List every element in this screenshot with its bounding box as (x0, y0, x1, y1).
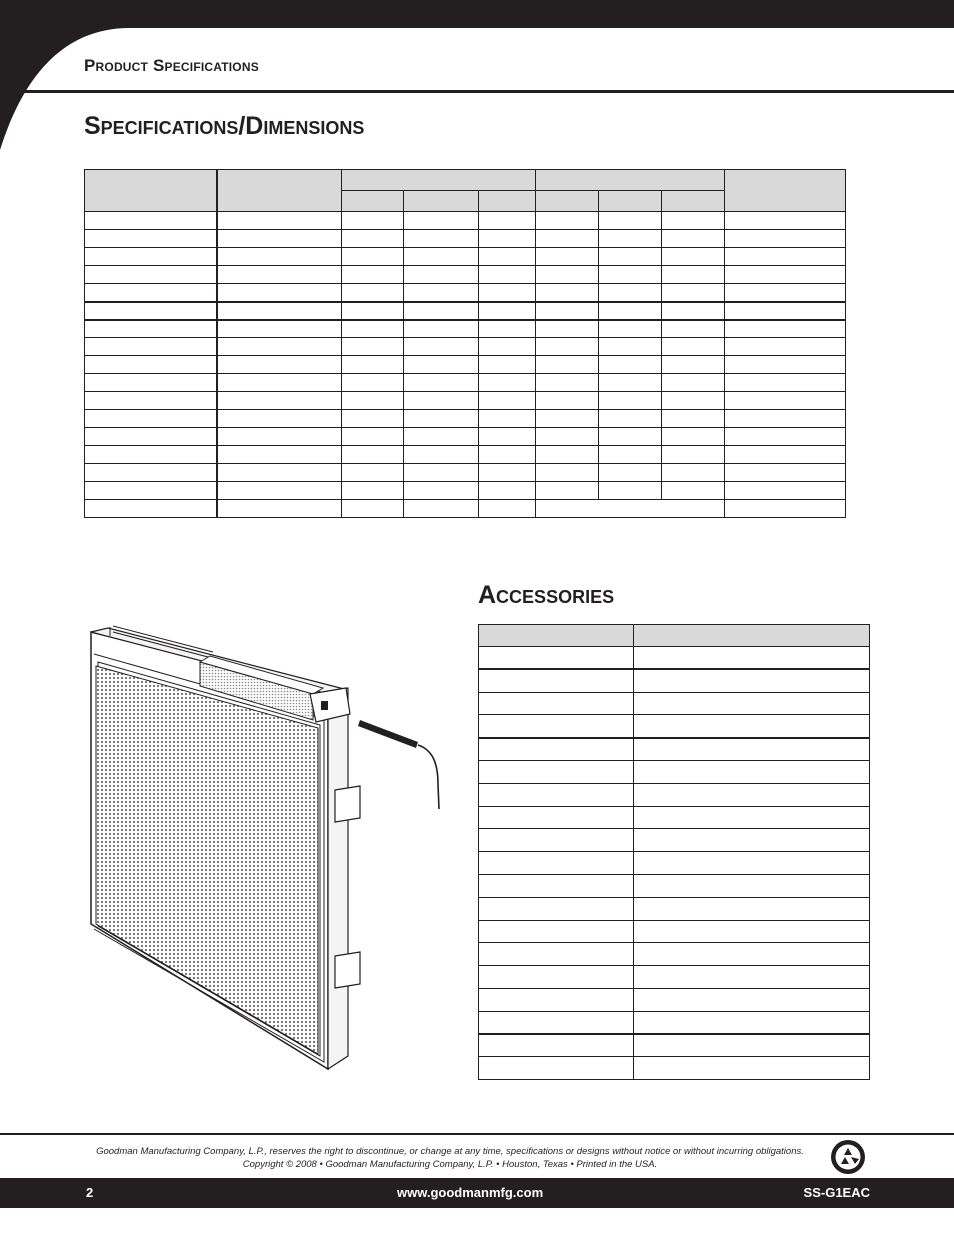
accessories-table-row (479, 760, 870, 783)
specs-table-cell (536, 230, 599, 248)
specs-table-cell (85, 248, 218, 266)
accessories-table-row (479, 715, 870, 738)
accessories-table-cell (479, 692, 634, 715)
specs-table-cell (341, 410, 403, 428)
accessories-table-cell (633, 829, 869, 852)
specs-table-cell (599, 428, 662, 446)
accessories-table-cell (479, 1057, 634, 1080)
specs-table-cell (725, 284, 846, 302)
specs-table-cell (536, 410, 599, 428)
accessories-table-cell (479, 760, 634, 783)
specs-table-cell (217, 230, 341, 248)
specs-table-cell (341, 392, 403, 410)
specs-table-cell (536, 428, 599, 446)
specs-table-cell (85, 410, 218, 428)
accessories-table-cell (633, 1034, 869, 1057)
specs-table-row (85, 248, 846, 266)
specs-table-cell (85, 374, 218, 392)
specs-table-cell (599, 230, 662, 248)
specs-table-cell (403, 410, 479, 428)
specs-table-cell (403, 266, 479, 284)
specs-table-cell (479, 482, 536, 500)
specs-table-cell (662, 338, 725, 356)
accessories-table-row (479, 647, 870, 670)
specs-table-cell (662, 392, 725, 410)
specs-subheader-cell (341, 191, 403, 212)
specs-table-cell (85, 392, 218, 410)
air-cleaner-illustration-icon (88, 624, 448, 1074)
specs-table-cell (599, 320, 662, 338)
accessories-table-cell (633, 1057, 869, 1080)
accessories-table-row (479, 874, 870, 897)
specs-table-cell (403, 392, 479, 410)
specs-table-row (85, 230, 846, 248)
specs-table-cell (85, 338, 218, 356)
specs-table-cell (403, 482, 479, 500)
footer-disclaimer (0, 1145, 900, 1171)
accessories-table (478, 624, 870, 1080)
accessories-table-cell (633, 669, 869, 692)
specs-table-cell (341, 338, 403, 356)
specs-table-cell (403, 248, 479, 266)
specs-table-cell (341, 212, 403, 230)
specs-table-row (85, 356, 846, 374)
accessories-table-row (479, 806, 870, 829)
specs-header-row (85, 170, 846, 191)
specs-table-cell (217, 464, 341, 482)
specs-table-cell (217, 392, 341, 410)
specs-table-cell (725, 248, 846, 266)
disclaimer-line: Copyright © 2008 • Goodman Manufacturing Company, L.P. • Houston, Texas • Printed in the USA. (242, 1159, 658, 1170)
disclaimer-line: Goodman Manufacturing Company, L.P., reserves the right to discontinue, or change at any time, specifications or designs without notice or without incurring obligations. (96, 1146, 804, 1157)
accessories-header-cell (479, 625, 634, 647)
specs-table-cell (85, 302, 218, 320)
specs-table-cell (725, 464, 846, 482)
accessories-table-cell (479, 783, 634, 806)
specs-table-cell (479, 266, 536, 284)
specs-header-cell (85, 170, 218, 212)
specs-table-row (85, 482, 846, 500)
specs-table-cell (479, 446, 536, 464)
footer-rule (0, 1133, 954, 1135)
specs-table-cell (479, 248, 536, 266)
accessories-table-cell (479, 966, 634, 989)
specs-table-cell (662, 446, 725, 464)
specs-table-cell (403, 356, 479, 374)
accessories-table-cell (633, 1011, 869, 1034)
accessories-table-cell (633, 897, 869, 920)
accessories-table-cell (633, 692, 869, 715)
specs-subheader-cell (479, 191, 536, 212)
accessories-table-cell (633, 738, 869, 761)
specs-table-cell (662, 320, 725, 338)
specs-table-cell (725, 320, 846, 338)
specs-table-cell (662, 356, 725, 374)
specs-subheader-cell (662, 191, 725, 212)
specs-table-cell (217, 356, 341, 374)
specs-table-cell (725, 266, 846, 284)
specs-table-cell (85, 428, 218, 446)
specs-table-cell (85, 482, 218, 500)
specs-table-cell (403, 428, 479, 446)
specs-table-cell (85, 500, 218, 518)
specs-table-row (85, 428, 846, 446)
specs-table-cell (536, 338, 599, 356)
specs-table-cell (217, 320, 341, 338)
specs-table-cell (341, 230, 403, 248)
specs-table-cell (662, 302, 725, 320)
accessories-table-cell (479, 669, 634, 692)
specs-subheader-cell (599, 191, 662, 212)
specs-table-cell (536, 266, 599, 284)
top-bar (0, 0, 954, 28)
accessories-table-cell (633, 783, 869, 806)
accessories-table-cell (479, 1011, 634, 1034)
footer-bar (0, 1178, 954, 1208)
specs-table-cell (536, 212, 599, 230)
specs-table-cell (662, 482, 725, 500)
specs-table-cell (403, 302, 479, 320)
accessories-table-row (479, 1011, 870, 1034)
accessories-table-row (479, 829, 870, 852)
header-rule (14, 90, 954, 93)
specs-table-cell (341, 500, 403, 518)
accessories-table-cell (479, 988, 634, 1011)
specs-table-row (85, 464, 846, 482)
specs-table-cell (341, 356, 403, 374)
accessories-table-cell (633, 966, 869, 989)
specs-table-cell (662, 464, 725, 482)
specs-table-cell (403, 338, 479, 356)
accessories-table-cell (479, 852, 634, 875)
specs-table-cell (479, 428, 536, 446)
specs-table-cell (479, 392, 536, 410)
specs-table-row (85, 338, 846, 356)
specs-table-row (85, 320, 846, 338)
specs-table-cell (341, 428, 403, 446)
accessories-table-cell (633, 874, 869, 897)
specs-table-cell (536, 374, 599, 392)
specs-table-row (85, 302, 846, 320)
accessories-header-row (479, 625, 870, 647)
specs-table-cell (341, 302, 403, 320)
specs-table-cell (536, 500, 725, 518)
specs-table-cell (85, 212, 218, 230)
specs-table-cell (479, 302, 536, 320)
accessories-table-row (479, 783, 870, 806)
specs-table-cell (403, 500, 479, 518)
accessories-table-cell (633, 852, 869, 875)
specs-table-cell (599, 446, 662, 464)
accessories-table-row (479, 920, 870, 943)
specs-table-cell (536, 446, 599, 464)
specs-table-cell (341, 464, 403, 482)
specs-table-cell (217, 446, 341, 464)
specs-table-cell (217, 212, 341, 230)
accessories-table-row (479, 1034, 870, 1057)
accessories-table-row (479, 669, 870, 692)
specs-table-cell (725, 302, 846, 320)
specs-table-cell (725, 374, 846, 392)
specs-table-cell (403, 374, 479, 392)
specifications-table (84, 169, 846, 518)
specs-table-cell (725, 230, 846, 248)
specs-table-cell (341, 248, 403, 266)
specs-table-cell (403, 230, 479, 248)
specs-table-cell (662, 266, 725, 284)
specs-table-cell (85, 356, 218, 374)
specs-table-cell (662, 374, 725, 392)
specs-table-cell (536, 320, 599, 338)
accessories-table-row (479, 943, 870, 966)
specs-table-cell (536, 482, 599, 500)
specs-table-cell (599, 266, 662, 284)
specs-table-cell (725, 392, 846, 410)
specs-table-cell (725, 446, 846, 464)
specs-table-cell (599, 410, 662, 428)
specs-table-cell (403, 284, 479, 302)
specs-table-cell (479, 500, 536, 518)
accessories-table-cell (633, 647, 869, 670)
specs-table-cell (599, 338, 662, 356)
specs-table-cell (217, 482, 341, 500)
specs-table-cell (85, 284, 218, 302)
page-number: 2 (86, 1185, 94, 1200)
specs-table-cell (479, 284, 536, 302)
specs-table-cell (599, 374, 662, 392)
specs-header-cell (725, 170, 846, 212)
accessories-table-cell (479, 647, 634, 670)
accessories-table-row (479, 966, 870, 989)
specs-table-cell (85, 464, 218, 482)
specs-table-cell (725, 500, 846, 518)
specs-subheader-cell (403, 191, 479, 212)
accessories-table-cell (479, 920, 634, 943)
accessories-table-cell (633, 760, 869, 783)
specs-table-cell (599, 356, 662, 374)
specs-header-cell (217, 170, 341, 212)
specs-table-row (85, 446, 846, 464)
specs-table-cell (479, 338, 536, 356)
specs-table-cell (479, 320, 536, 338)
specs-table-row (85, 284, 846, 302)
specs-table-cell (599, 212, 662, 230)
specs-table-cell (403, 446, 479, 464)
specs-table-cell (479, 212, 536, 230)
specs-table-cell (725, 410, 846, 428)
accessories-table-cell (633, 943, 869, 966)
specs-table-cell (479, 356, 536, 374)
specs-table-cell (662, 230, 725, 248)
accessories-table-row (479, 988, 870, 1011)
specs-table-cell (341, 446, 403, 464)
specs-table-cell (217, 248, 341, 266)
specs-table-cell (662, 248, 725, 266)
specs-table-cell (536, 392, 599, 410)
specs-table-row (85, 266, 846, 284)
specs-table-cell (725, 482, 846, 500)
specs-table-cell (85, 230, 218, 248)
specs-table-cell (403, 212, 479, 230)
specs-table-cell (599, 248, 662, 266)
specs-table-cell (403, 320, 479, 338)
accessories-table-cell (479, 874, 634, 897)
specs-table-cell (725, 356, 846, 374)
accessories-table-row (479, 738, 870, 761)
accessories-table-cell (633, 988, 869, 1011)
specs-header-group-cell (341, 170, 536, 191)
accessories-table-cell (479, 715, 634, 738)
specs-table-cell (341, 284, 403, 302)
specs-table-cell (725, 428, 846, 446)
document-code: SS-G1EAC (803, 1185, 870, 1200)
accessories-header-cell (633, 625, 869, 647)
specs-table-cell (662, 410, 725, 428)
specs-table-cell (536, 248, 599, 266)
accessories-table-row (479, 852, 870, 875)
specs-table-cell (536, 284, 599, 302)
specs-table-cell (725, 338, 846, 356)
specs-table-cell (85, 266, 218, 284)
accessories-table-cell (479, 738, 634, 761)
specs-table-cell (662, 212, 725, 230)
specs-table-cell (479, 410, 536, 428)
specs-table-cell (217, 500, 341, 518)
specs-table-row (85, 392, 846, 410)
specs-table-cell (599, 464, 662, 482)
specs-table-row (85, 212, 846, 230)
specs-table-cell (479, 374, 536, 392)
accessories-table-cell (479, 806, 634, 829)
specs-table-row (85, 410, 846, 428)
specs-table-cell (217, 266, 341, 284)
specs-table-cell (217, 338, 341, 356)
specs-table-cell (217, 284, 341, 302)
accessories-table-cell (479, 897, 634, 920)
specs-subheader-cell (536, 191, 599, 212)
specs-table-cell (341, 266, 403, 284)
specs-table-cell (479, 230, 536, 248)
specs-table-cell (217, 410, 341, 428)
specs-table-cell (536, 464, 599, 482)
specs-table-cell (662, 428, 725, 446)
accessories-table-cell (633, 806, 869, 829)
accessories-title: Accessories (478, 581, 615, 609)
accessories-table-cell (479, 1034, 634, 1057)
specs-table-cell (217, 302, 341, 320)
specs-table-cell (85, 446, 218, 464)
specs-table-cell (341, 374, 403, 392)
accessories-table-cell (633, 715, 869, 738)
specs-table-row (85, 374, 846, 392)
recycle-icon (830, 1139, 866, 1175)
specs-table-cell (599, 482, 662, 500)
accessories-table-row (479, 1057, 870, 1080)
section-header: Product Specifications (84, 56, 259, 75)
accessories-table-cell (479, 943, 634, 966)
accessories-table-row (479, 692, 870, 715)
specs-table-cell (479, 464, 536, 482)
specs-table-cell (403, 464, 479, 482)
specs-table-cell (536, 356, 599, 374)
specs-table-cell (725, 212, 846, 230)
accessories-table-cell (479, 829, 634, 852)
specs-table-cell (599, 392, 662, 410)
specs-table-cell (217, 428, 341, 446)
specs-table-row (85, 500, 846, 518)
specs-table-cell (536, 302, 599, 320)
specs-table-cell (662, 284, 725, 302)
specs-table-cell (341, 482, 403, 500)
specs-table-cell (599, 284, 662, 302)
specifications-title: Specifications/Dimensions (84, 112, 365, 140)
specs-header-group-cell (536, 170, 725, 191)
specs-table-cell (341, 320, 403, 338)
accessories-table-cell (633, 920, 869, 943)
specs-table-cell (85, 320, 218, 338)
specs-table-cell (599, 302, 662, 320)
accessories-table-row (479, 897, 870, 920)
website-link[interactable]: www.goodmanmfg.com (397, 1185, 544, 1200)
specs-table-cell (217, 374, 341, 392)
